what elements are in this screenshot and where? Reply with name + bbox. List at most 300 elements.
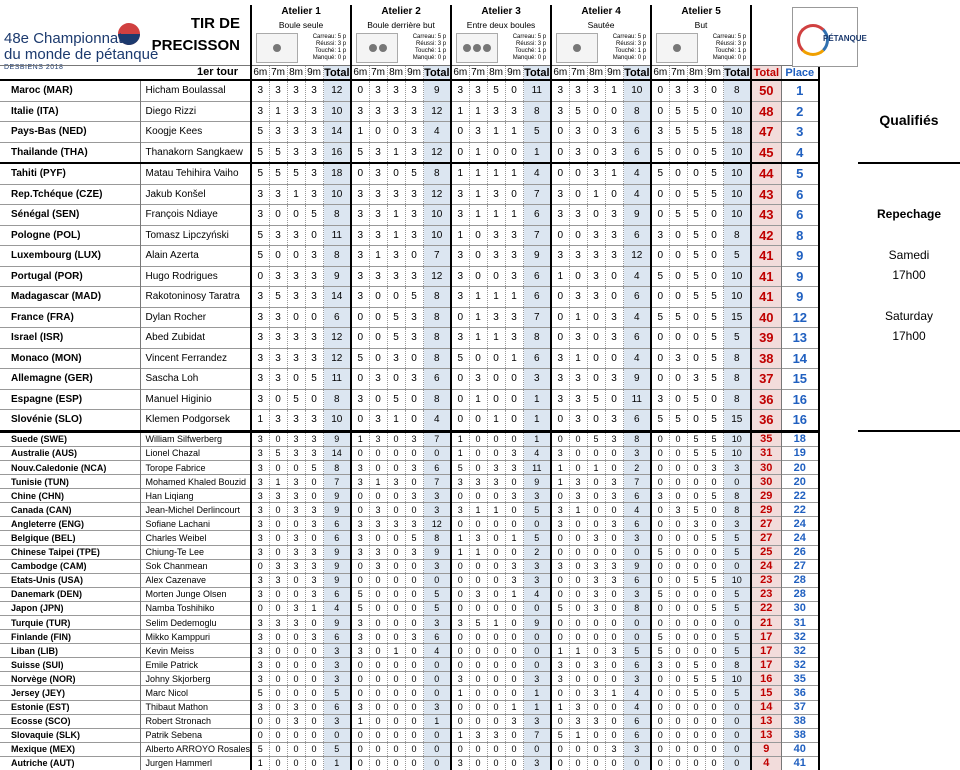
- workshop-total-cell: 12: [323, 348, 351, 369]
- place-cell: 9: [781, 287, 819, 308]
- score-cell: 0: [651, 475, 669, 489]
- workshop-total-cell: 10: [623, 80, 651, 101]
- country-cell: France (FRA): [0, 307, 140, 328]
- score-cell: 0: [569, 266, 587, 287]
- score-cell: 3: [469, 369, 487, 390]
- score-cell: 0: [651, 184, 669, 205]
- score-cell: 0: [669, 475, 687, 489]
- place-cell: 12: [781, 307, 819, 328]
- score-cell: 0: [487, 601, 505, 615]
- table-row: [0, 389, 819, 410]
- score-cell: 3: [369, 80, 387, 101]
- score-cell: 0: [405, 503, 423, 517]
- place-cell: 4: [781, 142, 819, 163]
- score-cell: 0: [369, 587, 387, 601]
- table-row: [0, 122, 819, 143]
- workshop-total-cell: 6: [623, 517, 651, 531]
- score-cell: 0: [387, 503, 405, 517]
- score-cell: 0: [351, 686, 369, 700]
- workshop-total-cell: 9: [323, 503, 351, 517]
- score-cell: 3: [605, 328, 623, 349]
- score-cell: 0: [405, 246, 423, 267]
- score-cell: 0: [405, 714, 423, 728]
- score-cell: 0: [351, 410, 369, 432]
- score-cell: 3: [605, 410, 623, 432]
- legend-line: Touché: 1 p: [615, 48, 647, 55]
- score-cell: 3: [569, 142, 587, 163]
- repechage-separator: [858, 430, 960, 432]
- score-cell: 3: [587, 266, 605, 287]
- grand-total-cell: 27: [751, 531, 781, 545]
- workshop-total-cell: 10: [723, 573, 751, 587]
- score-cell: 0: [487, 266, 505, 287]
- score-cell: 3: [287, 700, 305, 714]
- score-cell: 0: [305, 644, 323, 658]
- workshop-total-cell: 9: [623, 205, 651, 226]
- score-cell: 0: [469, 644, 487, 658]
- saturday-label: Saturday: [884, 309, 934, 323]
- workshop-total-cell: 8: [323, 460, 351, 474]
- score-cell: 0: [551, 489, 569, 503]
- score-cell: 3: [269, 122, 287, 143]
- score-cell: 3: [569, 700, 587, 714]
- score-cell: 0: [351, 446, 369, 460]
- place-cell: 9: [781, 266, 819, 287]
- score-cell: 0: [451, 389, 469, 410]
- score-cell: 0: [305, 672, 323, 686]
- score-cell: 0: [587, 205, 605, 226]
- place-cell: 26: [781, 545, 819, 559]
- workshop-total-cell: 6: [623, 658, 651, 672]
- score-cell: 0: [669, 644, 687, 658]
- workshop-title-5: Atelier 5: [651, 5, 751, 18]
- score-cell: 5: [705, 142, 723, 163]
- score-cell: 0: [287, 756, 305, 770]
- country-cell: Espagne (ESP): [0, 389, 140, 410]
- score-cell: 0: [487, 742, 505, 756]
- column-header-6m: 6m: [551, 66, 569, 81]
- country-cell: Belgique (BEL): [0, 531, 140, 545]
- score-cell: 0: [569, 686, 587, 700]
- score-cell: 0: [569, 756, 587, 770]
- score-cell: 3: [551, 503, 569, 517]
- score-cell: 5: [305, 205, 323, 226]
- score-cell: 0: [605, 446, 623, 460]
- score-cell: 0: [387, 531, 405, 545]
- score-cell: 0: [387, 287, 405, 308]
- workshop-total-cell: 6: [623, 728, 651, 742]
- table-row: [0, 756, 819, 770]
- score-cell: 0: [569, 431, 587, 446]
- score-cell: 3: [369, 184, 387, 205]
- score-cell: 3: [287, 122, 305, 143]
- score-cell: 0: [505, 658, 523, 672]
- score-cell: 0: [451, 122, 469, 143]
- score-cell: 0: [687, 616, 705, 630]
- boule-icon: [483, 44, 491, 52]
- workshop-total-cell: 4: [623, 184, 651, 205]
- workshop-total-cell: 4: [423, 122, 451, 143]
- score-cell: 0: [269, 531, 287, 545]
- place-cell: 13: [781, 328, 819, 349]
- workshop-total-cell: 5: [423, 601, 451, 615]
- score-cell: 3: [305, 587, 323, 601]
- workshop-total-cell: 3: [423, 489, 451, 503]
- score-cell: 0: [669, 246, 687, 267]
- column-header-total: Total: [724, 66, 750, 79]
- terrain-icon: [556, 33, 598, 63]
- score-cell: 0: [469, 410, 487, 432]
- score-cell: 5: [687, 266, 705, 287]
- score-cell: 3: [605, 517, 623, 531]
- score-cell: 3: [505, 266, 523, 287]
- score-cell: 0: [369, 446, 387, 460]
- score-cell: 3: [587, 559, 605, 573]
- score-cell: 0: [669, 686, 687, 700]
- score-cell: 5: [687, 246, 705, 267]
- score-cell: 0: [405, 728, 423, 742]
- score-cell: 1: [451, 728, 469, 742]
- score-cell: 0: [405, 700, 423, 714]
- score-cell: 3: [487, 475, 505, 489]
- table-row: [0, 559, 819, 573]
- score-cell: 0: [451, 307, 469, 328]
- score-cell: 0: [669, 630, 687, 644]
- workshop-total-cell: 12: [323, 328, 351, 349]
- grand-total-cell: 29: [751, 489, 781, 503]
- player-cell: Jean-Michel Derlincourt: [140, 503, 251, 517]
- score-cell: 0: [305, 531, 323, 545]
- grand-total-cell: 37: [751, 369, 781, 390]
- score-cell: 0: [687, 756, 705, 770]
- score-cell: 1: [387, 644, 405, 658]
- workshop-total-cell: 0: [423, 573, 451, 587]
- score-cell: 0: [405, 742, 423, 756]
- score-cell: 0: [569, 559, 587, 573]
- score-cell: 3: [387, 246, 405, 267]
- score-cell: 0: [387, 122, 405, 143]
- workshop-total-cell: 6: [623, 142, 651, 163]
- score-cell: 3: [305, 348, 323, 369]
- score-cell: 0: [251, 559, 269, 573]
- workshop-total-cell: 11: [523, 80, 551, 101]
- score-cell: 0: [569, 517, 587, 531]
- score-cell: 0: [605, 756, 623, 770]
- score-cell: 0: [669, 517, 687, 531]
- score-cell: 0: [705, 205, 723, 226]
- score-cell: 0: [505, 517, 523, 531]
- column-header-7m: 7m: [469, 66, 487, 81]
- workshop-total-cell: 9: [523, 475, 551, 489]
- workshop-total-cell: 8: [723, 80, 751, 101]
- workshop-total-cell: 5: [723, 328, 751, 349]
- player-cell: Namba Toshihiko: [140, 601, 251, 615]
- score-cell: 0: [651, 101, 669, 122]
- grand-total-cell: 43: [751, 184, 781, 205]
- column-header-9m: 9m: [605, 66, 623, 81]
- score-cell: 5: [651, 266, 669, 287]
- score-cell: 1: [251, 410, 269, 432]
- score-cell: 0: [269, 714, 287, 728]
- score-cell: 3: [287, 545, 305, 559]
- workshop-total-cell: 0: [423, 756, 451, 770]
- place-cell: 38: [781, 728, 819, 742]
- score-cell: 3: [551, 369, 569, 390]
- column-header-total: Total: [624, 66, 650, 79]
- score-cell: 3: [551, 348, 569, 369]
- workshop-total-cell: 0: [523, 517, 551, 531]
- workshop-total-cell: 18: [323, 163, 351, 184]
- score-cell: 3: [387, 101, 405, 122]
- score-cell: 0: [305, 700, 323, 714]
- country-cell: Nouv.Caledonie (NCA): [0, 460, 140, 474]
- workshop-total-cell: 8: [723, 489, 751, 503]
- score-cell: 3: [551, 205, 569, 226]
- results-table: [0, 5, 820, 770]
- country-cell: Mexique (MEX): [0, 742, 140, 756]
- workshop-total-cell: 11: [323, 369, 351, 390]
- score-cell: 3: [269, 225, 287, 246]
- workshop-total-cell: 9: [323, 266, 351, 287]
- score-cell: 3: [387, 517, 405, 531]
- place-cell: 24: [781, 531, 819, 545]
- boule-icon: [573, 44, 581, 52]
- score-cell: 5: [251, 122, 269, 143]
- country-cell: Sénégal (SEN): [0, 205, 140, 226]
- score-cell: 0: [487, 630, 505, 644]
- score-cell: 5: [405, 287, 423, 308]
- workshop-diagram-4: [551, 31, 651, 66]
- score-cell: 1: [569, 307, 587, 328]
- score-cell: 3: [605, 559, 623, 573]
- score-cell: 3: [287, 142, 305, 163]
- score-cell: 3: [405, 545, 423, 559]
- score-cell: 0: [705, 587, 723, 601]
- score-cell: 1: [369, 246, 387, 267]
- score-cell: 5: [705, 573, 723, 587]
- score-cell: 0: [451, 410, 469, 432]
- workshop-total-cell: 7: [323, 475, 351, 489]
- score-cell: 3: [605, 142, 623, 163]
- score-cell: 0: [605, 630, 623, 644]
- score-cell: 0: [687, 601, 705, 615]
- workshop-total-cell: 10: [723, 446, 751, 460]
- score-cell: 0: [369, 307, 387, 328]
- boule-icon: [273, 44, 281, 52]
- workshop-total-cell: 9: [423, 80, 451, 101]
- legend-line: Réussi: 3 p: [416, 41, 447, 48]
- score-cell: 0: [405, 672, 423, 686]
- table-row: [0, 616, 819, 630]
- score-cell: 1: [351, 431, 369, 446]
- score-cell: 0: [605, 101, 623, 122]
- legend-line: Touché: 1 p: [315, 48, 347, 55]
- table-row: [0, 266, 819, 287]
- column-header-total: Total: [424, 66, 450, 79]
- workshop-total-cell: 6: [523, 287, 551, 308]
- score-cell: 3: [487, 307, 505, 328]
- score-cell: 0: [687, 489, 705, 503]
- score-cell: 0: [305, 475, 323, 489]
- country-cell: Norvège (NOR): [0, 672, 140, 686]
- score-cell: 1: [569, 348, 587, 369]
- column-header-6m: 6m: [651, 66, 669, 81]
- score-cell: 5: [705, 369, 723, 390]
- table-row: [0, 587, 819, 601]
- workshop-title-3: Atelier 3: [451, 5, 551, 18]
- grand-total-cell: 14: [751, 700, 781, 714]
- workshop-total-cell: 8: [323, 389, 351, 410]
- score-cell: 3: [405, 184, 423, 205]
- workshop-total-cell: 6: [623, 122, 651, 143]
- player-cell: Alex Cazenave: [140, 573, 251, 587]
- column-header-7m: 7m: [369, 66, 387, 81]
- samedi-label: Samedi: [888, 248, 930, 262]
- score-cell: 3: [605, 225, 623, 246]
- score-cell: 3: [351, 184, 369, 205]
- score-cell: 3: [405, 431, 423, 446]
- workshop-total-cell: 5: [723, 246, 751, 267]
- score-cell: 3: [251, 348, 269, 369]
- score-cell: 0: [505, 728, 523, 742]
- place-cell: 22: [781, 489, 819, 503]
- score-cell: 5: [651, 644, 669, 658]
- score-cell: 0: [587, 142, 605, 163]
- score-cell: 3: [251, 205, 269, 226]
- place-cell: 3: [781, 122, 819, 143]
- score-cell: 1: [451, 545, 469, 559]
- score-cell: 3: [351, 389, 369, 410]
- score-cell: 0: [705, 517, 723, 531]
- workshop-diagram-1: [251, 31, 351, 66]
- score-cell: 0: [369, 328, 387, 349]
- score-cell: 0: [387, 700, 405, 714]
- player-cell: Dylan Rocher: [140, 307, 251, 328]
- country-cell: Rep.Tchéque (CZE): [0, 184, 140, 205]
- player-cell: Emile Patrick: [140, 658, 251, 672]
- score-cell: 3: [505, 101, 523, 122]
- score-cell: 3: [287, 446, 305, 460]
- score-cell: 0: [687, 587, 705, 601]
- country-cell: Slovaquie (SLK): [0, 728, 140, 742]
- score-cell: 0: [405, 658, 423, 672]
- score-cell: 3: [551, 389, 569, 410]
- player-cell: Manuel Higinio: [140, 389, 251, 410]
- score-cell: 0: [569, 630, 587, 644]
- score-cell: 5: [651, 630, 669, 644]
- workshop-total-cell: 6: [623, 410, 651, 432]
- score-cell: 0: [405, 601, 423, 615]
- score-cell: 0: [469, 573, 487, 587]
- workshop-total-cell: 10: [723, 163, 751, 184]
- score-cell: 0: [269, 644, 287, 658]
- score-cell: 0: [387, 489, 405, 503]
- workshop-total-cell: 12: [423, 184, 451, 205]
- boule-icon: [473, 44, 481, 52]
- player-cell: William Silfwerberg: [140, 431, 251, 446]
- score-cell: 0: [651, 287, 669, 308]
- column-header-total: Total: [751, 66, 781, 81]
- workshop-total-cell: 6: [323, 517, 351, 531]
- workshop-total-cell: 8: [523, 101, 551, 122]
- score-cell: 5: [669, 101, 687, 122]
- score-cell: 3: [251, 460, 269, 474]
- score-cell: 3: [251, 369, 269, 390]
- grand-total-cell: 21: [751, 616, 781, 630]
- score-cell: 3: [287, 431, 305, 446]
- score-cell: 0: [287, 307, 305, 328]
- grand-total-cell: 25: [751, 545, 781, 559]
- workshop-total-cell: 3: [423, 700, 451, 714]
- score-cell: 0: [269, 517, 287, 531]
- grand-total-cell: 13: [751, 714, 781, 728]
- score-cell: 1: [505, 163, 523, 184]
- score-cell: 3: [505, 307, 523, 328]
- score-cell: 0: [469, 742, 487, 756]
- workshop-total-cell: 6: [523, 205, 551, 226]
- score-cell: 1: [269, 101, 287, 122]
- column-header-7m: 7m: [669, 66, 687, 81]
- player-cell: Sascha Loh: [140, 369, 251, 390]
- score-cell: 0: [705, 728, 723, 742]
- workshop-total-cell: 6: [323, 587, 351, 601]
- table-row: [0, 672, 819, 686]
- workshop-total-cell: 1: [523, 410, 551, 432]
- score-cell: 1: [451, 225, 469, 246]
- workshop-total-cell: 9: [523, 616, 551, 630]
- player-cell: Tomasz Lipczyński: [140, 225, 251, 246]
- place-cell: 36: [781, 686, 819, 700]
- workshop-total-cell: 3: [323, 672, 351, 686]
- score-cell: 0: [587, 328, 605, 349]
- score-cell: 3: [451, 205, 469, 226]
- table-row: [0, 205, 819, 226]
- score-cell: 0: [305, 489, 323, 503]
- score-cell: 0: [405, 348, 423, 369]
- score-cell: 3: [469, 587, 487, 601]
- score-cell: 0: [505, 601, 523, 615]
- workshop-total-cell: 8: [723, 503, 751, 517]
- place-cell: 27: [781, 559, 819, 573]
- score-cell: 3: [569, 328, 587, 349]
- score-cell: 3: [587, 573, 605, 587]
- workshop-total-cell: 3: [523, 489, 551, 503]
- score-cell: 0: [551, 742, 569, 756]
- score-cell: 1: [469, 163, 487, 184]
- workshop-total-cell: 10: [723, 184, 751, 205]
- table-row: [0, 630, 819, 644]
- score-cell: 0: [451, 700, 469, 714]
- score-cell: 0: [287, 686, 305, 700]
- place-cell: 28: [781, 573, 819, 587]
- workshop-total-cell: 3: [623, 742, 651, 756]
- score-legend: [613, 34, 646, 62]
- player-cell: Marc Nicol: [140, 686, 251, 700]
- score-cell: 3: [251, 475, 269, 489]
- score-cell: 1: [605, 163, 623, 184]
- score-cell: 1: [351, 714, 369, 728]
- score-cell: 0: [505, 369, 523, 390]
- workshop-total-cell: 9: [323, 431, 351, 446]
- legend-line: Carreau: 5 p: [712, 34, 747, 41]
- score-cell: 0: [587, 616, 605, 630]
- score-cell: 1: [469, 184, 487, 205]
- player-cell: Kevin Meiss: [140, 644, 251, 658]
- table-row: [0, 545, 819, 559]
- country-cell: Israel (ISR): [0, 328, 140, 349]
- title-line1: TIR DE: [190, 15, 240, 32]
- score-cell: 5: [551, 601, 569, 615]
